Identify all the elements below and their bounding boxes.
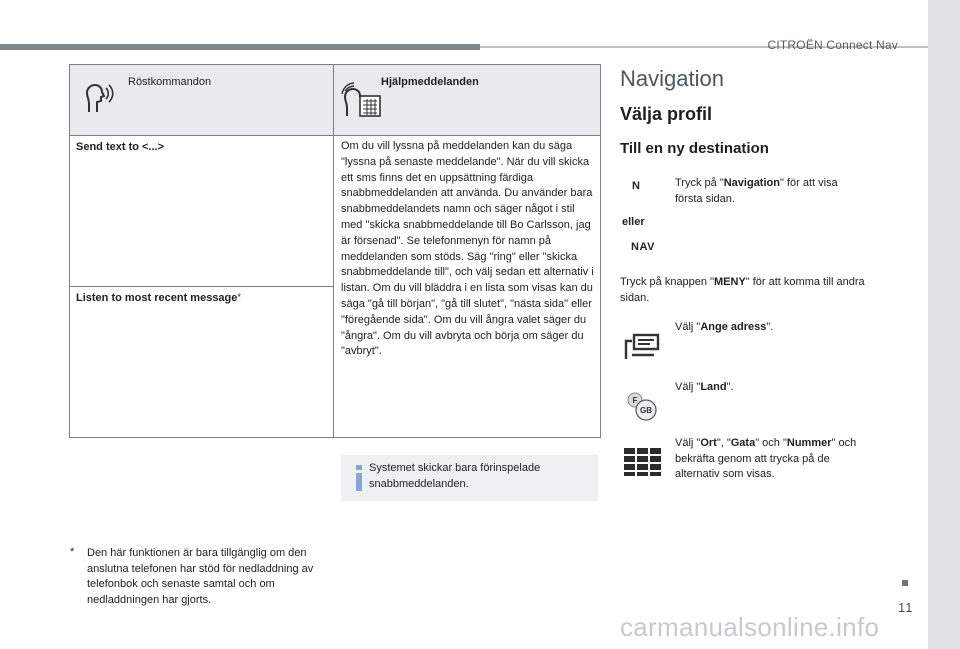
step-text: ".: [766, 321, 774, 333]
command-listen-recent-label: Listen to most recent message: [76, 292, 238, 304]
command-send-text: Send text to <...>: [76, 141, 165, 153]
step-keyword: Ort: [700, 437, 717, 449]
header-rule: [0, 44, 480, 50]
column-header-help: Hjälpmeddelanden: [381, 76, 479, 88]
footnote-text: Den här funktionen är bara tillgänglig om den anslutna telefonen har stöd för nedladdning av telefonbok och senaste samtal och om nedladdningen har gjorts.: [87, 547, 314, 606]
step-keyword: MENY: [714, 276, 746, 288]
step-address: [675, 321, 773, 333]
step-keyword: Ange adress: [700, 321, 767, 333]
enter-address-icon: [624, 333, 660, 361]
footnote-marker: *: [237, 292, 241, 302]
step-keyword: Navigation: [723, 177, 780, 189]
step-country: [675, 381, 734, 393]
step-text: " och bekräfta genom att trycka på de alternativ som visas.: [675, 437, 857, 480]
step-menu: [620, 275, 880, 306]
manual-title: CITROËN Connect Nav: [767, 38, 898, 52]
step-city-street-number: [675, 436, 875, 483]
step-text: Tryck på ": [675, 177, 724, 189]
step-navigation: [675, 176, 865, 207]
help-message-text: Om du vill lyssna på meddelanden kan du säga "lyssna på senaste meddelande". När du vill skicka ett sms finns det en uppsättning färdiga snabbmeddelanden att använda. Du använder bara snabbmeddelandets namn och säger något i stil med "skicka snabbmeddelande till Bo Carlsson, jag är försenad". Se telefonmenyn för namn på meddelanden som stöds. Säg "ring" eller "skicka snabbmeddelande till", och välj sedan ett alternativ i listan. Om du vill bläddra i en lista som visas kan du säga "gå till början", "gå till slutet", "nästa sida" eller "föregående sida". Om du vill ångra valet säger du "ångra". Om du vill avbryta och börja om säger du "avbryt".: [341, 140, 594, 358]
country-badge-top: F: [632, 396, 638, 405]
section-heading: Navigation: [620, 66, 724, 91]
step-text: " och ": [755, 437, 787, 449]
step-text: Välj ": [675, 437, 701, 449]
or-label: eller: [622, 216, 645, 228]
info-icon: [353, 464, 365, 492]
n-key-label: N: [632, 180, 640, 192]
row-divider: [70, 286, 333, 287]
step-keyword: Nummer: [786, 437, 832, 449]
step-text: Välj ": [675, 321, 701, 333]
step-keyword: Gata: [730, 437, 756, 449]
step-text: " för att komma till andra sidan.: [620, 276, 865, 304]
column-header-voice: Röstkommandon: [128, 76, 212, 88]
step-text: Välj ": [675, 381, 701, 393]
step-text: " för att visa första sidan.: [675, 177, 838, 205]
nav-key-label: NAV: [631, 241, 655, 253]
watermark: carmanualsonline.info: [620, 612, 880, 642]
keypad-icon: [623, 447, 663, 477]
topic-heading: Till en ny destination: [620, 140, 769, 157]
step-keyword: Land: [700, 381, 727, 393]
info-text: Systemet skickar bara förinspelade snabbmeddelanden.: [369, 462, 541, 490]
command-listen-recent: [76, 292, 241, 304]
page-marker: [902, 580, 908, 586]
voice-command-table: [69, 64, 601, 438]
step-text: Tryck på knappen ": [620, 276, 714, 288]
country-badge-bottom: GB: [640, 406, 652, 415]
help-message-icon: [340, 82, 382, 118]
sub-heading: Välja profil: [620, 104, 713, 124]
side-strip: [928, 0, 960, 649]
info-box: [341, 455, 598, 501]
country-icon: [624, 392, 664, 422]
voice-command-icon: [84, 82, 118, 114]
page-number: 11: [898, 600, 914, 615]
step-text: ".: [726, 381, 734, 393]
footnote-marker: *: [70, 546, 75, 558]
column-divider: [333, 65, 334, 437]
step-text: ", ": [716, 437, 731, 449]
